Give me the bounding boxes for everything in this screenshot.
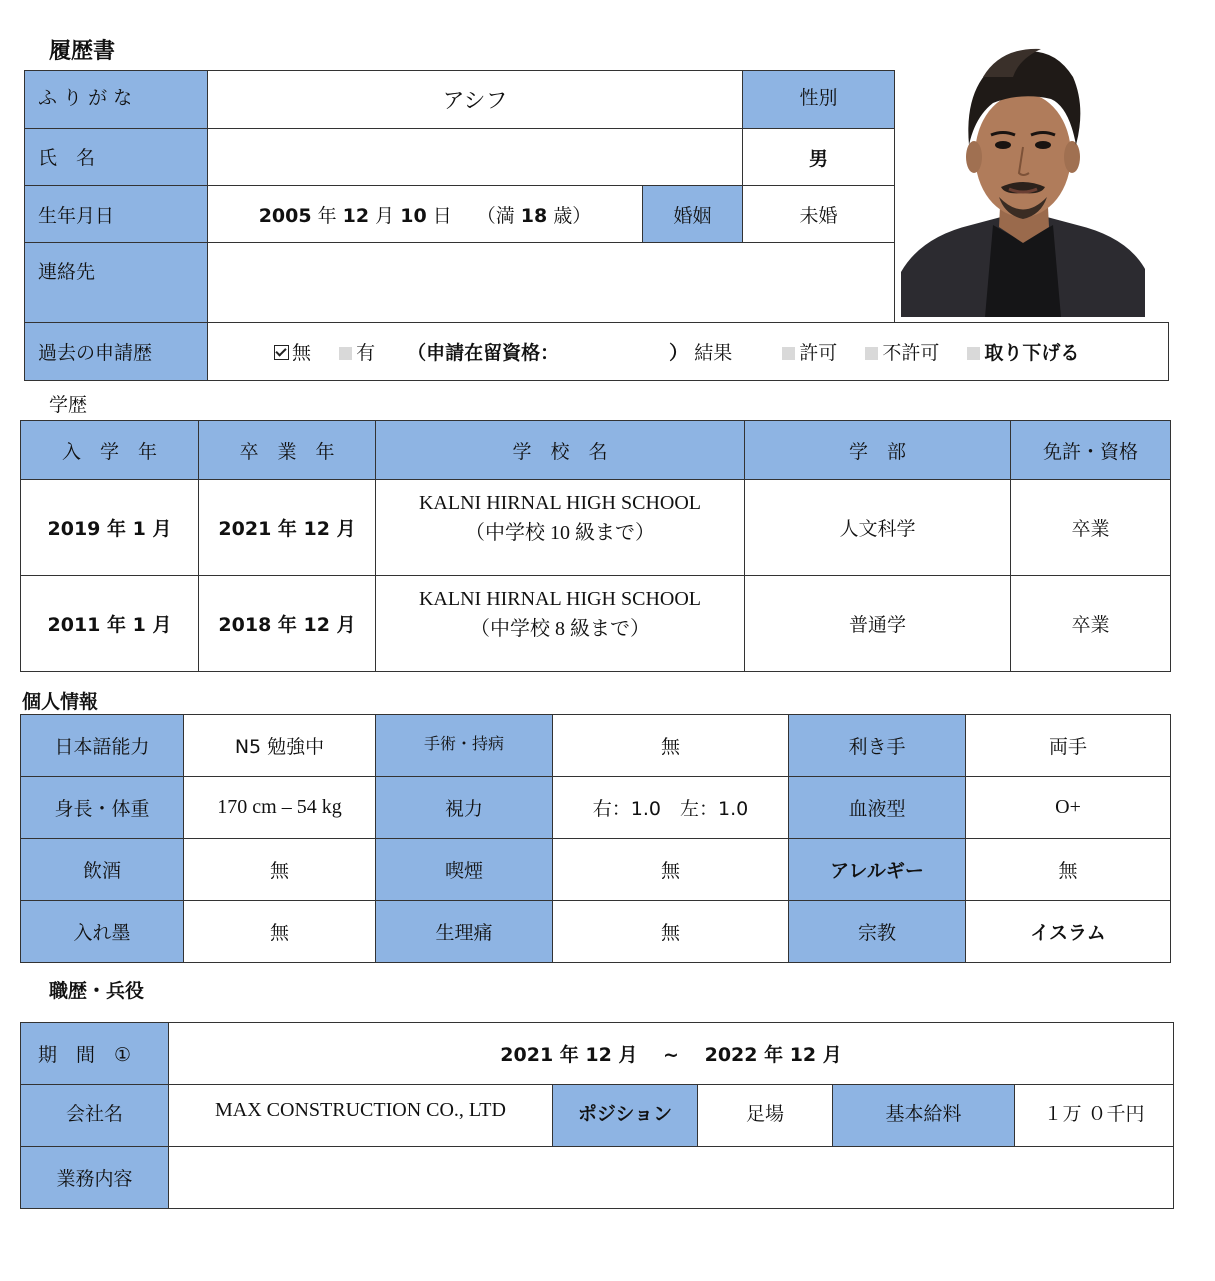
result-label: 結果: [694, 342, 733, 364]
duties-value: [169, 1147, 1174, 1209]
drinking-value: 無: [184, 839, 376, 901]
marital-value: 未婚: [743, 186, 895, 243]
contact-label: 連絡先: [25, 243, 208, 323]
japanese-ability-value: N5 勉強中: [184, 715, 376, 777]
religion-value: イスラム: [966, 901, 1171, 963]
salary-value: １万 ０千円: [1015, 1085, 1174, 1147]
eyesight-label: 視力: [376, 777, 553, 839]
blood-type-label: 血液型: [789, 777, 966, 839]
japanese-ability-label: 日本語能力: [21, 715, 184, 777]
checkbox-checked-icon[interactable]: [274, 345, 289, 360]
company-label: 会社名: [21, 1085, 169, 1147]
education-header-qualification: 免許・資格: [1011, 421, 1171, 480]
contact-value: [208, 243, 895, 323]
work-table: [20, 1022, 1174, 1209]
education-header-department: 学 部: [745, 421, 1011, 480]
surgery-value: 無: [553, 715, 789, 777]
smoking-label: 喫煙: [376, 839, 553, 901]
department: 普通学: [745, 576, 1011, 672]
school-name: KALNI HIRNAL HIGH SCHOOL （中学校 10 級まで）: [376, 480, 745, 576]
eyesight-value: 右：1.0 左：1.0: [553, 777, 789, 839]
company-value: MAX CONSTRUCTION CO., LTD: [169, 1085, 553, 1147]
smoking-value: 無: [553, 839, 789, 901]
status-label: （申請在留資格：: [407, 342, 560, 364]
table-row: [21, 576, 1171, 672]
education-section-title: 学歴: [49, 394, 88, 416]
position-label: ポジション: [553, 1085, 698, 1147]
blood-type-value: O+: [966, 777, 1171, 839]
birth-label: 生年月日: [25, 186, 208, 243]
height-weight-label: 身長・体重: [21, 777, 184, 839]
furigana-label: ふ り が な: [25, 71, 208, 129]
checkbox-empty-icon[interactable]: [782, 347, 795, 360]
education-header-entry: 入 学 年: [21, 421, 199, 480]
department: 人文科学: [745, 480, 1011, 576]
education-header-school: 学 校 名: [376, 421, 745, 480]
allergy-value: 無: [966, 839, 1171, 901]
religion-label: 宗教: [789, 901, 966, 963]
qualification: 卒業: [1011, 576, 1171, 672]
furigana-value: アシフ: [208, 71, 743, 129]
period-value: 2021 年 12 月 ~ 2022 年 12 月: [169, 1023, 1174, 1085]
height-weight-value: 170 cm – 54 kg: [184, 777, 376, 839]
tattoo-label: 入れ墨: [21, 901, 184, 963]
allergy-label: アレルギー: [789, 839, 966, 901]
info-table: [20, 714, 1171, 963]
birth-value: 2005 年 12 月 10 日 （満 18 歳）: [208, 186, 643, 243]
page-title: 履歴書: [49, 39, 116, 64]
past-application-options: 無 有 （申請在留資格： ） 結果 許可 不許可 取り下げる: [208, 323, 1169, 381]
checkbox-empty-icon[interactable]: [339, 347, 352, 360]
name-label: 氏 名: [25, 129, 208, 186]
handedness-label: 利き手: [789, 715, 966, 777]
drinking-label: 飲酒: [21, 839, 184, 901]
tattoo-value: 無: [184, 901, 376, 963]
graduation-date: 2021 年 12 月: [199, 480, 376, 576]
gender-value: 男: [743, 129, 895, 186]
salary-label: 基本給料: [833, 1085, 1015, 1147]
surgery-label: 手術・持病: [376, 715, 553, 777]
option-yes-label: 有: [356, 342, 376, 364]
option-withdrawn-label: 取り下げる: [984, 342, 1080, 364]
photo-cell: [895, 71, 1169, 323]
period-label: 期 間 ①: [21, 1023, 169, 1085]
gender-label: 性別: [743, 71, 895, 129]
entry-date: 2011 年 1 月: [21, 576, 199, 672]
education-table: [20, 420, 1171, 672]
graduation-date: 2018 年 12 月: [199, 576, 376, 672]
entry-date: 2019 年 1 月: [21, 480, 199, 576]
handedness-value: 両手: [966, 715, 1171, 777]
checkbox-empty-icon[interactable]: [967, 347, 980, 360]
option-permit-label: 許可: [799, 342, 838, 364]
work-section-title: 職歴・兵役: [49, 980, 145, 1002]
qualification: 卒業: [1011, 480, 1171, 576]
education-header-graduation: 卒 業 年: [199, 421, 376, 480]
name-value: [208, 129, 743, 186]
duties-label: 業務内容: [21, 1147, 169, 1209]
marital-label: 婚姻: [643, 186, 743, 243]
option-none-label: 無: [292, 342, 312, 364]
menstrual-pain-value: 無: [553, 901, 789, 963]
personal-table: [24, 70, 1169, 381]
past-application-label: 過去の申請歴: [25, 323, 208, 381]
table-row: [21, 480, 1171, 576]
info-section-title: 個人情報: [22, 691, 99, 713]
position-value: 足場: [698, 1085, 833, 1147]
menstrual-pain-label: 生理痛: [376, 901, 553, 963]
school-name: KALNI HIRNAL HIGH SCHOOL （中学校 8 級まで）: [376, 576, 745, 672]
checkbox-empty-icon[interactable]: [865, 347, 878, 360]
option-denied-label: 不許可: [882, 342, 940, 364]
